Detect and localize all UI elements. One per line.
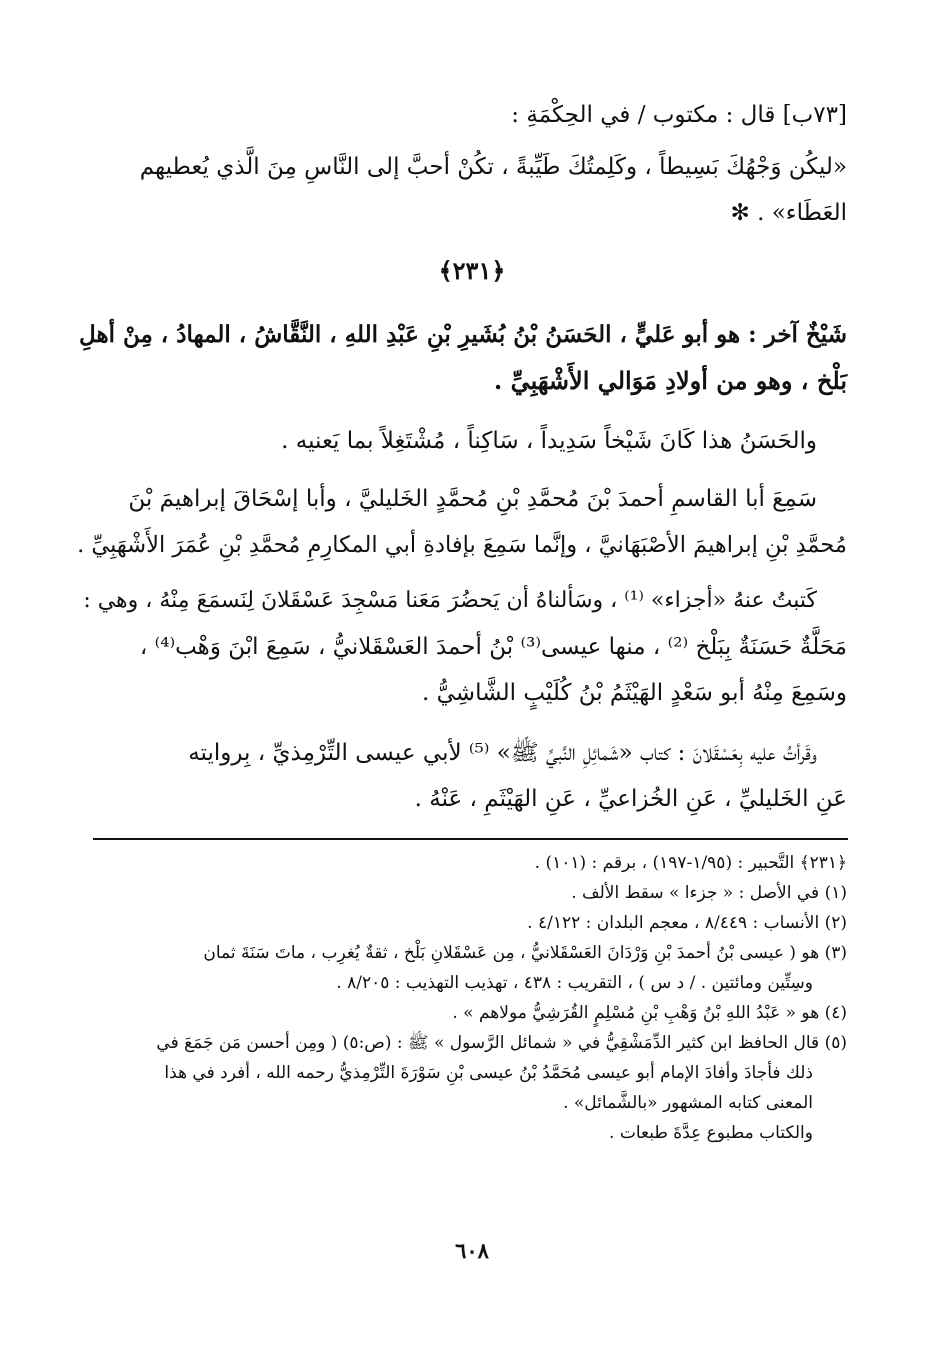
- footnote-2: (٢) الأنساب : ٨/٤٤٩ ، معجم البلدان : ٤/١٢٢ .: [527, 913, 847, 933]
- paragraph-description: [75, 418, 847, 464]
- biography-heading: [75, 312, 847, 404]
- footnotes: [75, 848, 847, 1148]
- footnote-5-line-2: ذلك فأجادَ وأفادَ الإمام أبو عيسى مُحَمَّدُ بْنُ عيسى بْنِ سَوْرَةَ التِّرْمِذيُّ رحمه الله ، أفرد في هذا: [164, 1063, 813, 1083]
- footnote-5-line-4: والكتاب مطبوع عِدَّةَ طبعات .: [609, 1123, 813, 1143]
- para1-line-1: والحَسَنُ هذا كَانَ شَيْخاً سَدِيداً ، سَاكِناً ، مُشْتَغِلاً بما يَعنيه .: [281, 428, 817, 454]
- para3-line-3: وسَمِعَ مِنْهُ أبو سَعْدٍ الهَيْثَمُ بْنُ كُلَيْبٍ الشَّاشِيُّ .: [422, 680, 847, 706]
- opening-line-1: [٧٣ب] قال : مكتوب / في الحِكْمَةِ :: [511, 102, 847, 128]
- paragraph-teachers: [75, 476, 847, 568]
- footnote-4: (٤) هو « عَبْدُ اللهِ بْنُ وَهْبِ بْنِ مُسْلِمٍ القُرَشِيُّ مولاهم » .: [452, 1003, 847, 1023]
- opening-line-2: «ليكُن وَجْهُكَ بَسِيطاً ، وكَلِمتُكَ طَيِّبةً ، تكُنْ أحبَّ إلى النَّاسِ مِنَ الَّذي يُعطيهم: [139, 154, 847, 180]
- page-number: ٦٠٨: [455, 1238, 489, 1263]
- para4-line-2: عَنِ الخَليليِّ ، عَنِ الخُزاعيِّ ، عَنِ الهَيْثَمِ ، عَنْهُ .: [414, 786, 847, 812]
- heading-line-1: شَيْخٌ آخر : هو أبو عَليٍّ ، الحَسَنُ بْنُ بُشَيرِ بْنِ عَبْدِ اللهِ ، النَّقَّاشُ ، المهادُ ، مِنْ أهلِ: [79, 321, 847, 348]
- para4-line-1: وقَرأتُ عليه بِعَسْقَلانَ : كتاب «شَمائِلِ النَّبيِّ ﷺ» ⁽⁵⁾ لأبي عيسى التِّرْمِذيِّ ، بِروايته: [188, 740, 817, 766]
- entry-number-header: ﴿٢٣١﴾: [438, 256, 506, 285]
- footnote-separator: [93, 838, 848, 840]
- footnote-5-line-1: (٥) قال الحافظ ابن كثير الدِّمَشْقِيُّ في « شمائل الرَّسول » ﷺ : (ص:٥) ( ومِن أحسن مَن جَمَعَ في: [156, 1033, 847, 1053]
- opening-line-3: العَطَاء» . ✻: [730, 200, 847, 226]
- paragraph-writings: [75, 578, 847, 716]
- para3-line-1: كَتبتُ عنهُ «أجزاء» ⁽¹⁾ ، وسَألناهُ أن يَحضُرَ مَعَنا مَسْجِدَ عَسْقَلانَ لِنَسمَعَ مِنْهُ ، وهي :: [83, 588, 817, 613]
- para2-line-2: مُحمَّدِ بْنِ إبراهيمَ الأصْبَهَانيَّ ، وإنَّما سَمِعَ بإفادةِ أبي المكارِمِ مُحمَّدِ بْنِ عُمَرَ الأَشْهَبِيِّ .: [77, 532, 847, 558]
- footnote-1: (١) في الأصل : « جزءا » سقط الألف .: [571, 883, 847, 903]
- para2-line-1: سَمِعَ أبا القاسمِ أحمدَ بْنَ مُحمَّدِ بْنِ مُحمَّدٍ الخَليليَّ ، وأبا إسْحَاقَ إبراهيمَ بْنَ: [128, 486, 817, 512]
- opening-quote: [75, 92, 847, 236]
- para3-line-2: مَحَلَّةٌ حَسَنَةٌ بِبَلْخ ⁽²⁾ ، منها عيسى⁽³⁾ بْنُ أحمدَ العَسْقَلانيُّ ، سَمِعَ ابْنَ وَهْب⁽⁴⁾ ،: [139, 634, 847, 660]
- heading-line-2: بَلْخ ، وهو من أولادِ مَوَالي الأَشْهَبِيِّ .: [493, 366, 847, 395]
- footnote-source: ﴿٢٣١﴾ التَّحبير : (١/٩٥-١٩٧) ، برقم : (١٠١) .: [534, 853, 847, 873]
- footnote-3-line-1: (٣) هو ( عيسى بْنُ أحمدَ بْنِ وَرْدَانَ العَسْقَلانيُّ ، مِن عَسْقَلانِ بَلْخ ، ثقةٌ يُغرِب ، ماتَ سَنَةَ ثمان: [203, 943, 847, 963]
- footnote-5-line-3: المعنى كتابه المشهور «بالشَّمائل» .: [563, 1093, 813, 1113]
- paragraph-reading: [75, 730, 847, 822]
- footnote-3-line-2: وسِتِّين ومائتين . / د س ) ، التقريب : ٤٣٨ ، تهذيب التهذيب : ٨/٢٠٥ .: [336, 973, 813, 993]
